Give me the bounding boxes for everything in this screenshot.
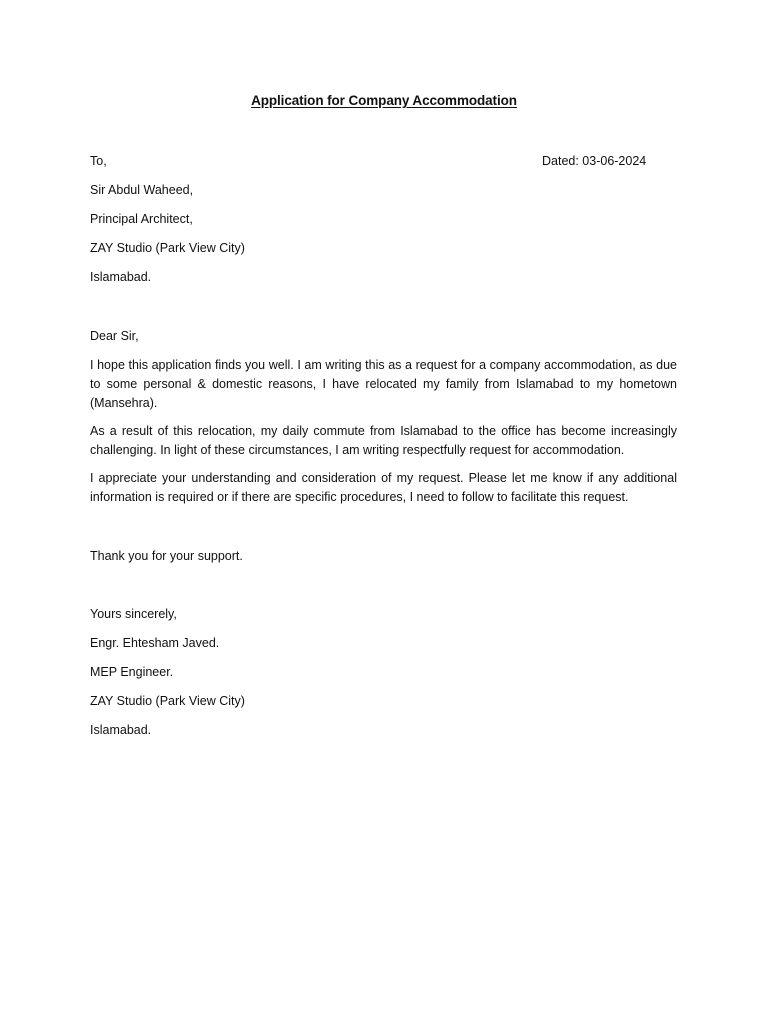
sender-city: Islamabad. (90, 723, 152, 737)
body-paragraph-3: I appreciate your understanding and consideration of my request. Please let me know if any additional information is required or if there are specific procedures, I need to follow to facilitate this request. (90, 471, 677, 504)
letter-date: Dated: 03-06-2024 (542, 154, 647, 168)
closing-line: Yours sincerely, (90, 607, 177, 621)
recipient-company: ZAY Studio (Park View City) (90, 241, 245, 255)
recipient-to: To, (90, 154, 107, 168)
recipient-city: Islamabad. (90, 270, 152, 284)
salutation: Dear Sir, (90, 329, 139, 343)
body-paragraph-1: I hope this application finds you well. I am writing this as a request for a company accommodation, as due to some personal & domestic reasons, I have relocated my family from Islamabad to my hometown (Mansehra). (90, 358, 677, 410)
sender-designation: MEP Engineer. (90, 665, 174, 679)
sender-company: ZAY Studio (Park View City) (90, 694, 245, 708)
thanks-line: Thank you for your support. (90, 549, 243, 563)
recipient-designation: Principal Architect, (90, 212, 193, 226)
letter-title: Application for Company Accommodation (251, 93, 517, 108)
sender-name: Engr. Ehtesham Javed. (90, 636, 220, 650)
recipient-name: Sir Abdul Waheed, (90, 183, 194, 197)
body-paragraph-2: As a result of this relocation, my daily commute from Islamabad to the office has become increasingly challenging. In light of these circumstances, I am writing respectfully request for accommodation. (90, 424, 677, 457)
